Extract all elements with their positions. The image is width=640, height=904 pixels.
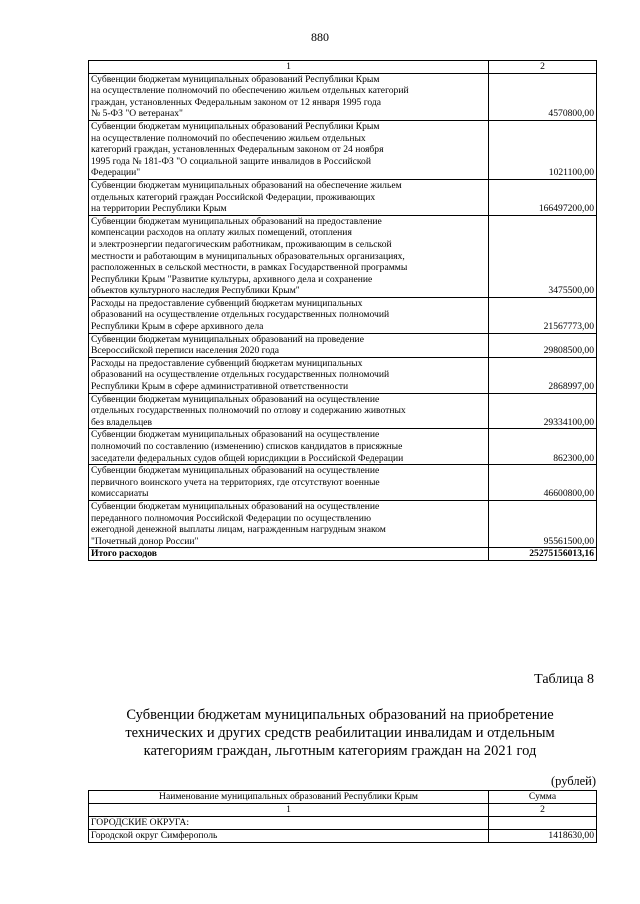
table-row	[89, 297, 597, 333]
table-row	[89, 830, 597, 843]
table-row	[89, 817, 597, 830]
table-label: Таблица 8	[534, 672, 594, 687]
table-row	[89, 500, 597, 547]
header-row	[89, 791, 597, 804]
row-amount: 21567773,00	[489, 297, 597, 333]
row-amount: 862300,00	[489, 429, 597, 465]
column-number-2: 2	[489, 804, 597, 817]
header-name: Наименование муниципальных образований Республики Крым	[89, 791, 489, 804]
row-description: Субвенции бюджетам муниципальных образований на осуществление первичного воинского учета на территориях, где отсутствуют военные комиссариаты	[89, 465, 489, 501]
row-description: Расходы на предоставление субвенций бюджетам муниципальных образований на осуществление отдельных государственных полномочий Республики Крым в сфере архивного дела	[89, 297, 489, 333]
row-description: Субвенции бюджетам муниципальных образований на обеспечение жильем отдельных категорий граждан Российской Федерации, проживающих на территории Республики Крым	[89, 179, 489, 215]
row-amount: 3475500,00	[489, 215, 597, 297]
table-row	[89, 215, 597, 297]
total-amount: 25275156013,16	[489, 548, 597, 561]
row-description: Субвенции бюджетам муниципальных образований Республики Крым на осуществление полномочий по обеспечению жильем отдельных категорий граждан, установленных Федеральным законом от 12 января 1995 года № 5-ФЗ "О ветеранах"	[89, 73, 489, 120]
table-row	[89, 393, 597, 429]
municipality-name: ГОРОДСКИЕ ОКРУГА:	[89, 817, 489, 830]
total-label: Итого расходов	[89, 548, 489, 561]
municipality-name: Городской округ Симферополь	[89, 830, 489, 843]
table-heading: Субвенции бюджетам муниципальных образований на приобретение технических и других средств реабилитации инвалидам и отдельным категориям граждан, льготным категориям граждан на 2021 год	[125, 707, 555, 759]
table-row	[89, 465, 597, 501]
row-description: Субвенции бюджетам муниципальных образований на проведение Всероссийской переписи населения 2020 года	[89, 333, 489, 357]
column-number-row	[89, 61, 597, 74]
column-number-row	[89, 804, 597, 817]
total-row	[89, 548, 597, 561]
row-description: Расходы на предоставление субвенций бюджетам муниципальных образований на осуществление отдельных государственных полномочий Республики Крым в сфере административной ответственности	[89, 357, 489, 393]
expenditure-table-body	[89, 61, 597, 561]
expenditure-table	[88, 60, 597, 561]
row-amount: 46600800,00	[489, 465, 597, 501]
row-amount: 4570800,00	[489, 73, 597, 120]
table-row	[89, 429, 597, 465]
header-amount: Сумма	[489, 791, 597, 804]
row-amount: 29808500,00	[489, 333, 597, 357]
table-row	[89, 120, 597, 179]
row-amount: 95561500,00	[489, 500, 597, 547]
rehabilitation-table-body	[89, 791, 597, 843]
row-amount: 29334100,00	[489, 393, 597, 429]
row-description: Субвенции бюджетам муниципальных образований на предоставление компенсации расходов на оплату жилых помещений, отопления и электроэнергии педагогическим работникам, проживающим в сельской местности и работающим в муниципальных образовательных организациях, расположенных в сельской местности, в рамках Государственной программы Республики Крым "Развитие культуры, архивного дела и сохранение объектов культурного наследия Республики Крым"	[89, 215, 489, 297]
row-amount: 1021100,00	[489, 120, 597, 179]
row-amount: 2868997,00	[489, 357, 597, 393]
table-row	[89, 357, 597, 393]
municipality-amount: 1418630,00	[489, 830, 597, 843]
row-description: Субвенции бюджетам муниципальных образований Республики Крым на осуществление полномочий по обеспечению жильем отдельных категорий граждан, установленных Федеральным законом от 24 ноября 1995 года № 181-ФЗ "О социальной защите инвалидов в Российской Федерации"	[89, 120, 489, 179]
row-amount: 166497200,00	[489, 179, 597, 215]
row-description: Субвенции бюджетам муниципальных образований на осуществление переданного полномочия Российской Федерации по осуществлению ежегодной денежной выплаты лицам, награжденным нагрудным знаком "Почетный донор России"	[89, 500, 489, 547]
municipality-amount	[489, 817, 597, 830]
units-label: (рублей)	[550, 774, 596, 788]
column-number-1: 1	[89, 804, 489, 817]
page-number: 880	[311, 30, 329, 44]
row-description: Субвенции бюджетам муниципальных образований на осуществление отдельных государственных полномочий по отлову и содержанию животных без владельцев	[89, 393, 489, 429]
table-row	[89, 333, 597, 357]
column-number-2: 2	[489, 61, 597, 74]
rehabilitation-subvention-table	[88, 790, 597, 843]
table-row	[89, 73, 597, 120]
row-description: Субвенции бюджетам муниципальных образований на осуществление полномочий по составлению (изменению) списков кандидатов в присяжные заседатели федеральных судов общей юрисдикции в Российской Федерации	[89, 429, 489, 465]
column-number-1: 1	[89, 61, 489, 74]
table-row	[89, 179, 597, 215]
